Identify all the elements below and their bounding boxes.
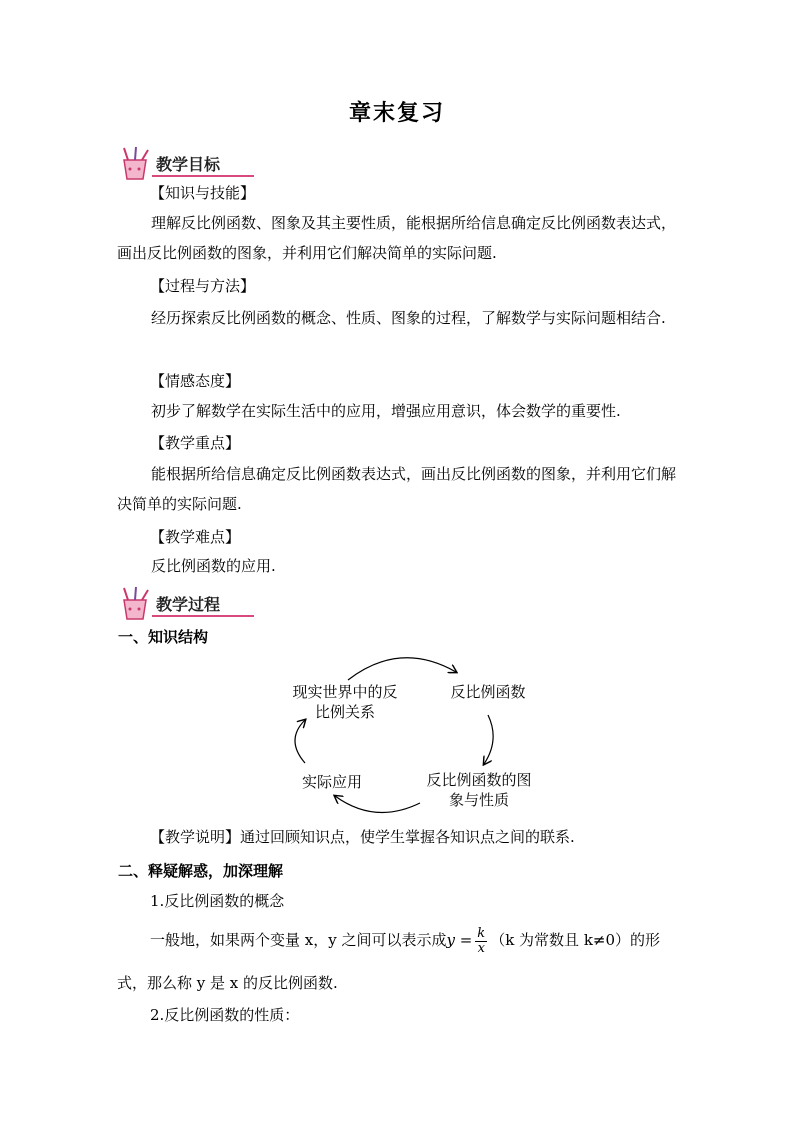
difficulty-text: 反比例函数的应用. [151,557,276,575]
node-graph-line1: 反比例函数的图 [426,771,532,789]
section-heading-understanding: 二、释疑解惑，加深理解 [118,862,284,880]
arrow-top [348,658,456,680]
note-label: 【教学说明】 [150,828,241,846]
node-real-world-line1: 现实世界中的反 [292,683,398,701]
definition-line [150,924,690,956]
node-real-world [278,682,412,722]
node-graph-line2: 象与性质 [448,791,509,809]
section-heading-structure: 一、知识结构 [118,628,209,646]
formula-y: y = [446,931,473,949]
emotion-label: 【情感态度】 [150,372,241,390]
item-properties: 2.反比例函数的性质： [150,1006,300,1024]
note-text: 通过回顾知识点，使学生掌握各知识点之间的联系. [240,828,575,846]
node-inverse-function: 反比例函数 [450,683,526,701]
badge-label-goals: 教学目标 [156,155,221,174]
knowledge-label: 【知识与技能】 [150,184,256,202]
formula-denominator: x [477,940,485,956]
item-concept: 1.反比例函数的概念 [150,892,285,910]
node-application: 实际应用 [301,773,362,791]
definition-line-2: 式，那么称 y 是 x 的反比例函数. [117,974,338,992]
badge-label-process: 教学过程 [156,595,221,614]
knowledge-text: 理解反比例函数、图象及其主要性质，能根据所给信息确定反比例函数表达式，画出反比例函数的图象，并利用它们解决简单的实际问题. [117,214,677,262]
formula-fraction [475,927,487,956]
key-label: 【教学重点】 [150,434,241,452]
arrow-left [295,720,305,763]
definition-text-1: 一般地，如果两个变量 x，y 之间可以表示成 [150,931,447,949]
arrow-right [484,715,493,764]
arrow-bottom [335,796,420,812]
difficulty-label: 【教学难点】 [150,528,241,546]
emotion-text: 初步了解数学在实际生活中的应用，增强应用意识，体会数学的重要性. [151,402,621,420]
definition-text-2: （k 为常数且 k≠0）的形 [490,931,661,949]
formula-numerator: k [477,925,486,941]
page-title: 章末复习 [348,101,445,126]
method-label: 【过程与方法】 [150,277,256,295]
node-graph-properties [412,770,546,810]
node-real-world-line2: 比例关系 [314,703,375,721]
key-text: 能根据所给信息确定反比例函数表达式，画出反比例函数的图象，并利用它们解决简单的实际问题. [117,465,677,513]
note-paragraph [150,822,690,852]
method-text: 经历探索反比例函数的概念、性质、图象的过程，了解数学与实际问题相结合. [151,309,666,327]
